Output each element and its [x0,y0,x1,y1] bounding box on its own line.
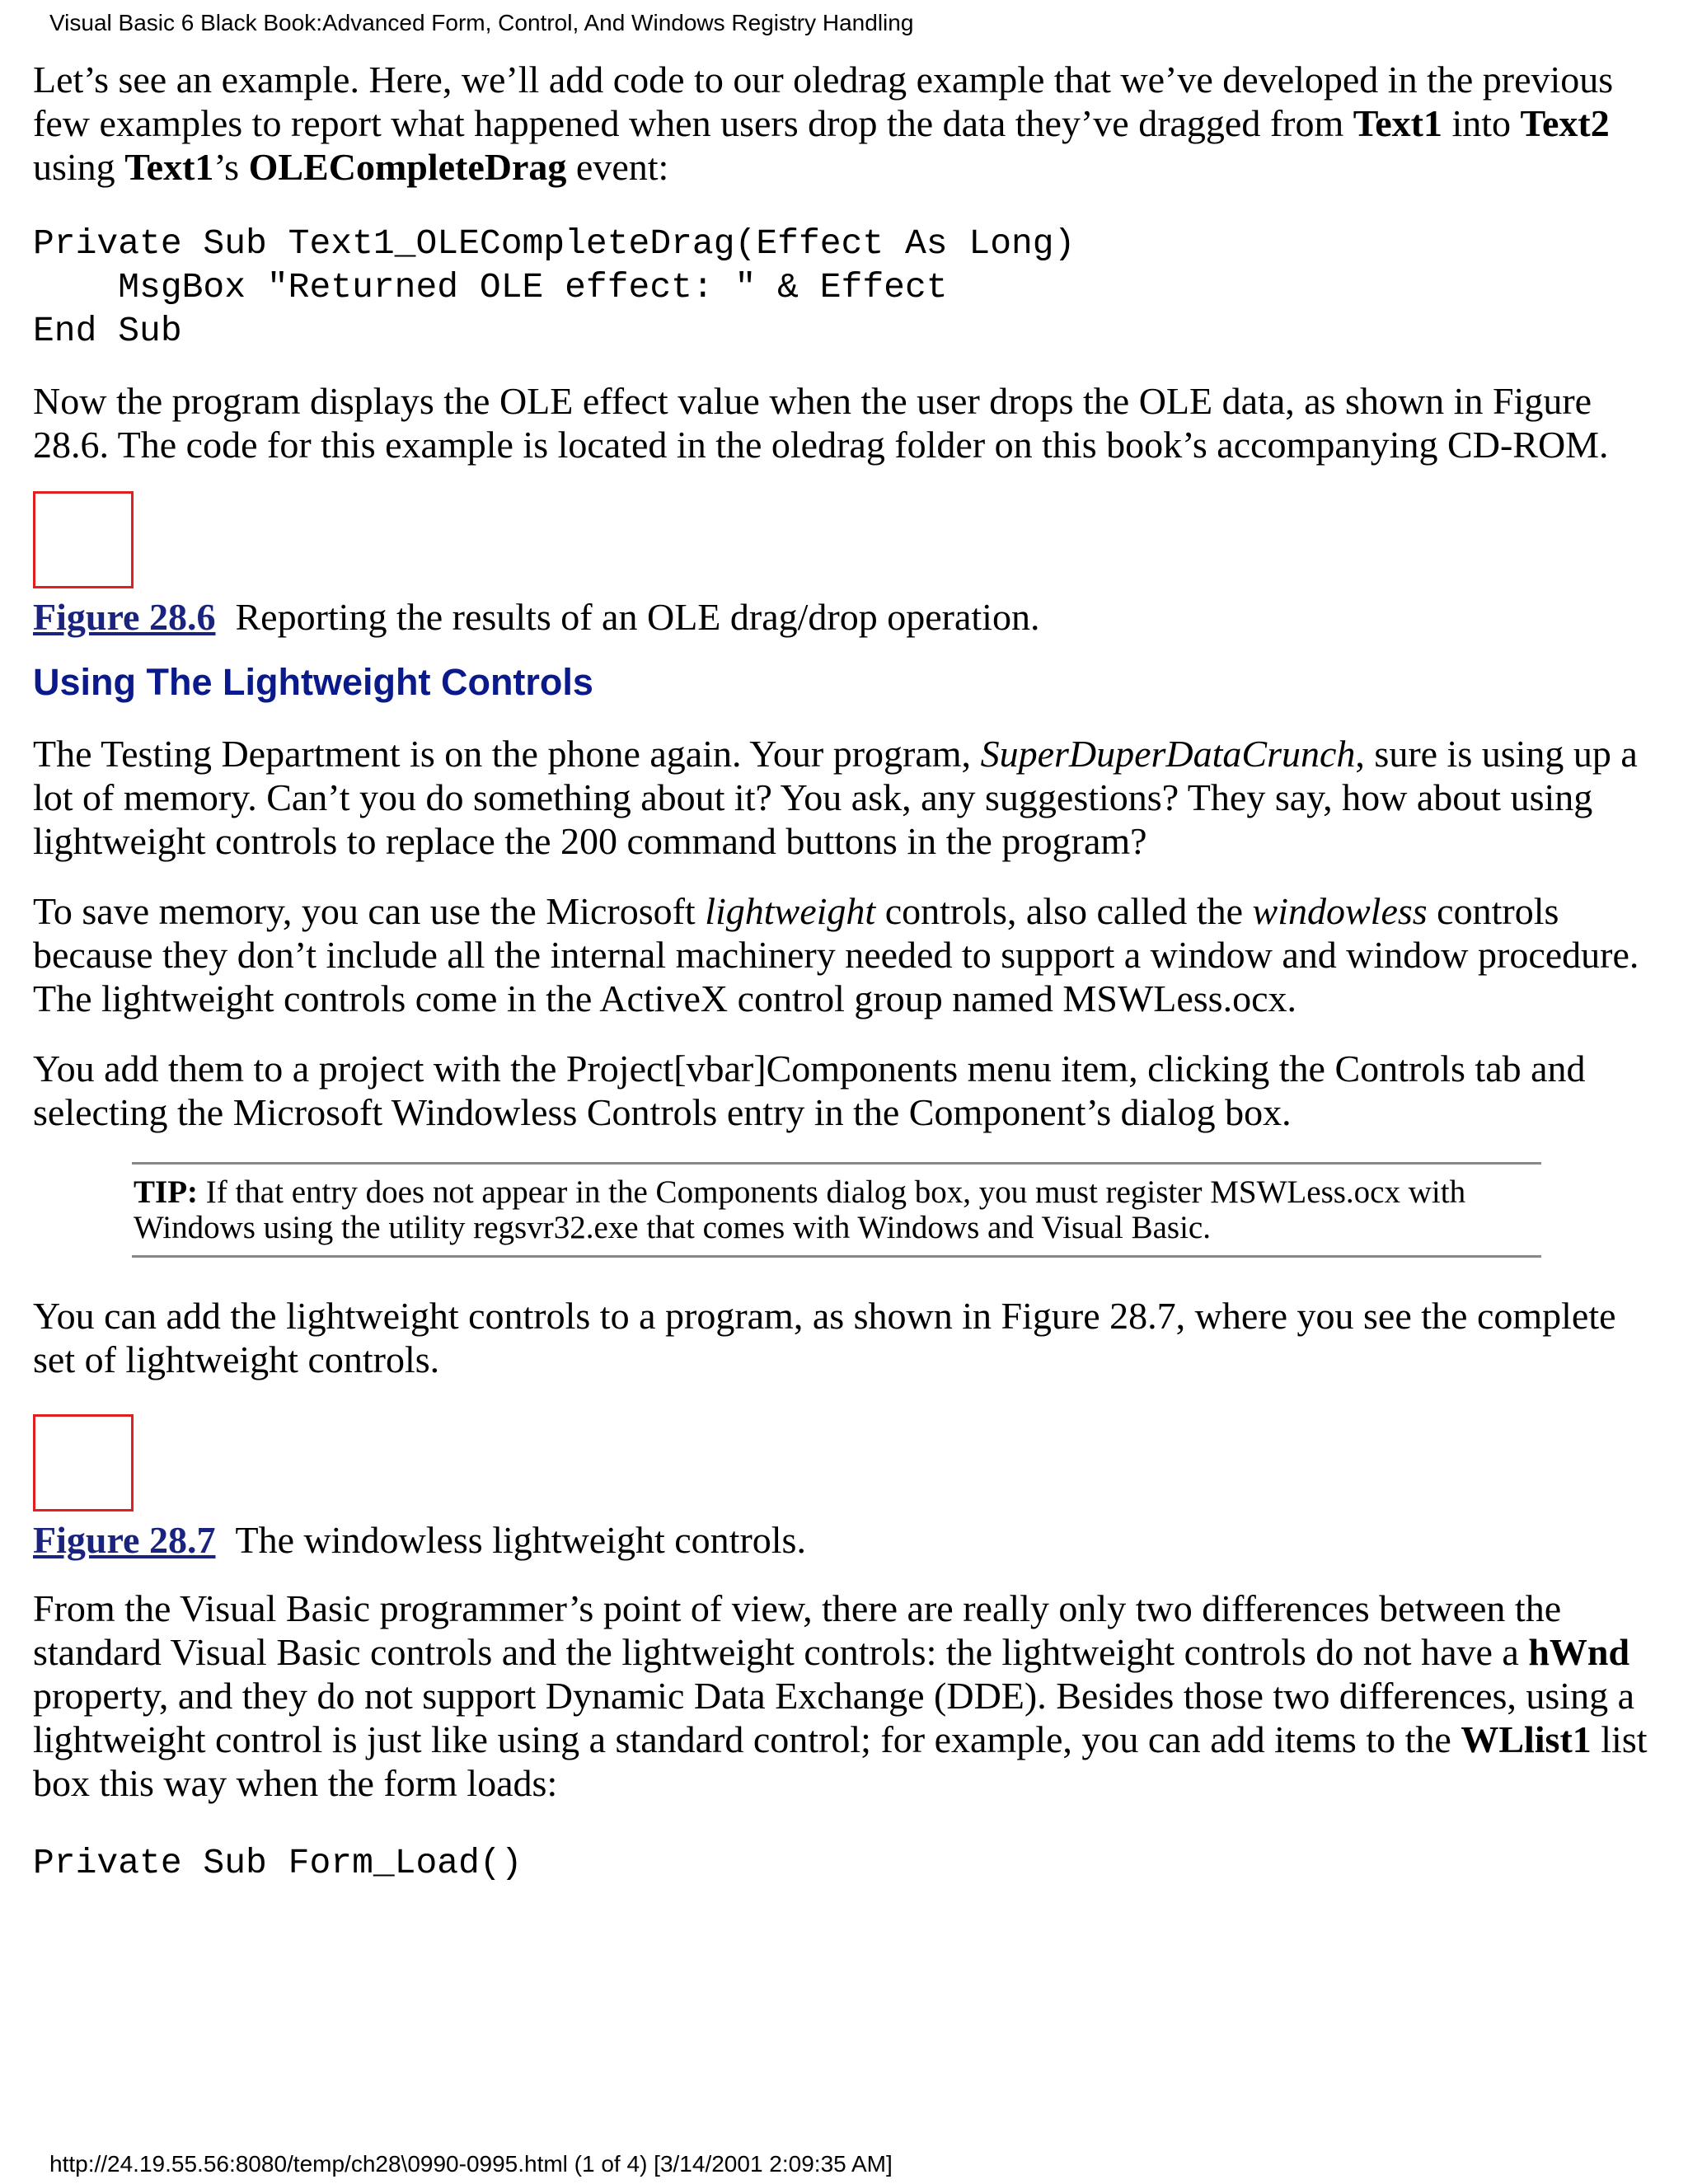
text: controls because they don’t include all the internal machinery needed to support a window and window procedure. The lightweight controls come in the ActiveX control group named MSWLess.ocx. [33,890,1639,1019]
wllist1-term: WLlist1 [1461,1718,1592,1760]
olecompletedrag-term: OLECompleteDrag [248,146,567,188]
text: , sure is using up a lot of memory. Can’t you do something about it? You ask, any suggestions? They say, how about using lightweight controls to replace the 200 command buttons in the program? [33,733,1638,862]
paragraph-differences [33,1586,1657,1805]
program-name: SuperDuperDataCrunch [980,733,1356,775]
figure-28-6-placeholder-image [33,491,134,588]
text: Let’s see an example. Here, we’ll add code to our oledrag example that we’ve developed in the previous few examples to report what happened when users drop the data they’ve dragged from [33,59,1614,144]
paragraph-save-memory [33,889,1657,1020]
tip-box [132,1162,1541,1258]
hwnd-term: hWnd [1528,1631,1630,1673]
section-heading: Using The Lightweight Controls [33,661,593,703]
text: using [33,146,125,188]
intro-paragraph [33,58,1657,189]
paragraph-testing-department [33,732,1657,863]
caption-text: Reporting the results of an OLE drag/drop operation. [235,596,1040,638]
text: list box this way when the form loads: [33,1718,1648,1804]
figure-28-7-caption [33,1518,1657,1562]
code-block-form-load: Private Sub Form_Load() [33,1843,523,1883]
text: event: [566,146,669,188]
text1-term: Text1 [1353,102,1442,144]
text: The Testing Department is on the phone again. Your program, [33,733,981,775]
tip-text: If that entry does not appear in the Components dialog box, you must register MSWLess.ocx with Windows using the utility regsvr32.exe that comes with Windows and Visual Basic. [134,1174,1466,1245]
paragraph-ole-effect: Now the program displays the OLE effect value when the user drops the OLE data, as shown in Figure 28.6. The code for this example is located in the oledrag folder on this book’s accompanying CD-ROM. [33,380,1609,466]
page-header: Visual Basic 6 Black Book:Advanced Form, Control, And Windows Registry Handling [49,10,914,35]
text: property, and they do not support Dynamic Data Exchange (DDE). Besides those two differences, using a lightweight control is just like using a standard control; for example, you can add items to the [33,1675,1634,1760]
paragraph-add-components: You add them to a project with the Project[vbar]Components menu item, clicking the Controls tab and selecting the Microsoft Windowless Controls entry in the Component’s dialog box. [33,1047,1586,1133]
text: into [1442,102,1521,144]
paragraph-add-lightweight: You can add the lightweight controls to a program, as shown in Figure 28.7, where you see the complete set of lightweight controls. [33,1295,1616,1380]
document-body [33,58,1657,1885]
page-footer-url: http://24.19.55.56:8080/temp/ch28\0990-0995.html (1 of 4) [3/14/2001 2:09:35 AM] [49,2151,893,2177]
figure-28-7-placeholder-image [33,1414,134,1511]
text: ’s [213,146,249,188]
figure-28-7-link[interactable]: Figure 28.7 [33,1519,216,1561]
text: To save memory, you can use the Microsoft [33,890,706,932]
text2-term: Text2 [1520,102,1610,144]
text: From the Visual Basic programmer’s point of view, there are really only two differences between the standard Visual Basic controls and the lightweight controls: the lightweight controls do not have a [33,1587,1562,1673]
caption-text: The windowless lightweight controls. [235,1519,806,1561]
tip-label: TIP: [134,1174,198,1210]
code-block-olecompletedrag: Private Sub Text1_OLECompleteDrag(Effect As Long) MsgBox "Returned OLE effect: " & Effect End Sub [33,223,1076,351]
term-windowless: windowless [1252,890,1428,932]
figure-28-6-link[interactable]: Figure 28.6 [33,596,216,638]
term-lightweight: lightweight [705,890,876,932]
text: controls, also called the [875,890,1253,932]
text1-term: Text1 [124,146,214,188]
figure-28-6-caption [33,595,1657,639]
